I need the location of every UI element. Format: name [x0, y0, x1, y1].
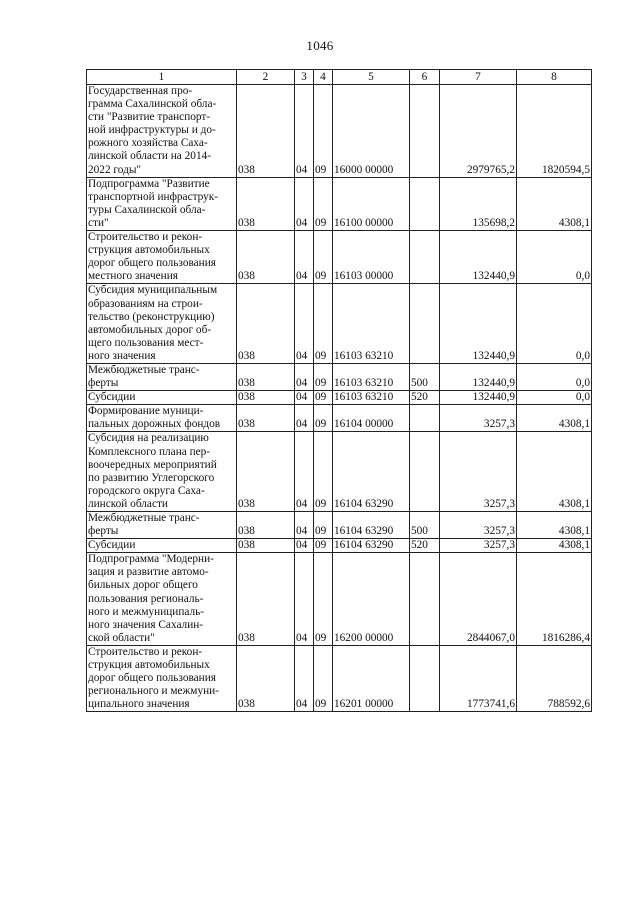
expense-type-cell: [410, 405, 440, 432]
column-header: 5: [333, 70, 410, 85]
amount-col7-cell: 132440,9: [440, 363, 517, 390]
row-name-cell: Формирование муници- пальных дорожных фондов: [87, 405, 237, 432]
amount-col8-cell: 1820594,5: [517, 85, 592, 178]
row-name-cell: Субсидии: [87, 391, 237, 405]
admin-code-cell: 038: [237, 539, 295, 553]
target-article-cell: 16103 00000: [333, 231, 410, 284]
subsection-cell: 09: [314, 284, 333, 364]
section-cell: 04: [295, 363, 314, 390]
subsection-cell: 09: [314, 432, 333, 512]
admin-code-cell: 038: [237, 645, 295, 711]
row-name-cell: Строительство и рекон- струкция автомобильных дорог общего пользования регионального и межмуни- ципального значения: [87, 645, 237, 711]
row-name-cell: Строительство и рекон- струкция автомобильных дорог общего пользования местного значения: [87, 231, 237, 284]
table-row: [87, 432, 592, 512]
subsection-cell: 09: [314, 231, 333, 284]
amount-col8-cell: 4308,1: [517, 177, 592, 230]
subsection-cell: 09: [314, 539, 333, 553]
amount-col7-cell: 132440,9: [440, 284, 517, 364]
amount-col7-cell: 132440,9: [440, 391, 517, 405]
table-row: [87, 645, 592, 711]
subsection-cell: 09: [314, 405, 333, 432]
table-row: [87, 284, 592, 364]
section-cell: 04: [295, 391, 314, 405]
section-cell: 04: [295, 539, 314, 553]
admin-code-cell: 038: [237, 512, 295, 539]
target-article-cell: 16103 63210: [333, 363, 410, 390]
target-article-cell: 16104 63290: [333, 539, 410, 553]
target-article-cell: 16103 63210: [333, 284, 410, 364]
amount-col8-cell: 4308,1: [517, 405, 592, 432]
row-name-cell: Субсидии: [87, 539, 237, 553]
amount-col7-cell: 135698,2: [440, 177, 517, 230]
target-article-cell: 16104 63290: [333, 512, 410, 539]
column-header: 1: [87, 70, 237, 85]
admin-code-cell: 038: [237, 405, 295, 432]
target-article-cell: 16104 63290: [333, 432, 410, 512]
expense-type-cell: [410, 231, 440, 284]
column-header: 4: [314, 70, 333, 85]
target-article-cell: 16103 63210: [333, 391, 410, 405]
amount-col8-cell: 0,0: [517, 284, 592, 364]
admin-code-cell: 038: [237, 85, 295, 178]
expense-type-cell: 500: [410, 363, 440, 390]
section-cell: 04: [295, 405, 314, 432]
target-article-cell: 16000 00000: [333, 85, 410, 178]
target-article-cell: 16201 00000: [333, 645, 410, 711]
table-row: [87, 553, 592, 646]
section-cell: 04: [295, 553, 314, 646]
admin-code-cell: 038: [237, 177, 295, 230]
amount-col7-cell: 132440,9: [440, 231, 517, 284]
amount-col7-cell: 3257,3: [440, 539, 517, 553]
expense-type-cell: [410, 553, 440, 646]
column-header: 8: [517, 70, 592, 85]
admin-code-cell: 038: [237, 432, 295, 512]
expense-type-cell: 520: [410, 539, 440, 553]
row-name-cell: Межбюджетные транс- ферты: [87, 512, 237, 539]
table-row: [87, 405, 592, 432]
column-header: 2: [237, 70, 295, 85]
section-cell: 04: [295, 85, 314, 178]
amount-col7-cell: 2844067,0: [440, 553, 517, 646]
section-cell: 04: [295, 177, 314, 230]
amount-col8-cell: 0,0: [517, 391, 592, 405]
row-name-cell: Подпрограмма "Развитие транспортной инфраструк- туры Сахалинской обла- сти": [87, 177, 237, 230]
subsection-cell: 09: [314, 391, 333, 405]
amount-col8-cell: 788592,6: [517, 645, 592, 711]
amount-col8-cell: 1816286,4: [517, 553, 592, 646]
amount-col7-cell: 3257,3: [440, 512, 517, 539]
row-name-cell: Межбюджетные транс- ферты: [87, 363, 237, 390]
table-row: [87, 539, 592, 553]
amount-col7-cell: 3257,3: [440, 432, 517, 512]
expense-type-cell: [410, 432, 440, 512]
table-body: [87, 85, 592, 712]
table-row: [87, 512, 592, 539]
row-name-cell: Подпрограмма "Модерни- зация и развитие автомо- бильных дорог общего пользования региональ- ного и межмуниципаль- ного значения Сахалин- ской области": [87, 553, 237, 646]
page-number: 1046: [306, 38, 334, 53]
admin-code-cell: 038: [237, 553, 295, 646]
table-row: [87, 391, 592, 405]
target-article-cell: 16200 00000: [333, 553, 410, 646]
table-row: [87, 231, 592, 284]
column-header: 6: [410, 70, 440, 85]
amount-col8-cell: 4308,1: [517, 512, 592, 539]
amount-col8-cell: 0,0: [517, 231, 592, 284]
subsection-cell: 09: [314, 553, 333, 646]
amount-col7-cell: 1773741,6: [440, 645, 517, 711]
expense-type-cell: [410, 645, 440, 711]
table-header-row: [87, 70, 592, 85]
table-row: [87, 85, 592, 178]
row-name-cell: Субсидия на реализацию Комплексного плана пер- воочередных мероприятий по развитию Углегорского городского округа Саха- линской области: [87, 432, 237, 512]
expense-type-cell: 500: [410, 512, 440, 539]
admin-code-cell: 038: [237, 284, 295, 364]
amount-col7-cell: 3257,3: [440, 405, 517, 432]
amount-col8-cell: 4308,1: [517, 539, 592, 553]
expense-type-cell: [410, 284, 440, 364]
table-row: [87, 363, 592, 390]
subsection-cell: 09: [314, 363, 333, 390]
subsection-cell: 09: [314, 645, 333, 711]
expense-type-cell: [410, 85, 440, 178]
admin-code-cell: 038: [237, 363, 295, 390]
column-header: 7: [440, 70, 517, 85]
admin-code-cell: 038: [237, 391, 295, 405]
budget-table: [86, 69, 592, 712]
amount-col7-cell: 2979765,2: [440, 85, 517, 178]
target-article-cell: 16104 00000: [333, 405, 410, 432]
row-name-cell: Субсидия муниципальным образованиям на строи- тельство (реконструкцию) автомобильных дорог об- щего пользования мест- ного значения: [87, 284, 237, 364]
table-row: [87, 177, 592, 230]
subsection-cell: 09: [314, 85, 333, 178]
admin-code-cell: 038: [237, 231, 295, 284]
expense-type-cell: [410, 177, 440, 230]
section-cell: 04: [295, 231, 314, 284]
column-header: 3: [295, 70, 314, 85]
amount-col8-cell: 0,0: [517, 363, 592, 390]
expense-type-cell: 520: [410, 391, 440, 405]
section-cell: 04: [295, 432, 314, 512]
target-article-cell: 16100 00000: [333, 177, 410, 230]
subsection-cell: 09: [314, 177, 333, 230]
amount-col8-cell: 4308,1: [517, 432, 592, 512]
row-name-cell: Государственная про- грамма Сахалинской обла- сти "Развитие транспорт- ной инфраструктуры и до- рожного хозяйства Саха- линской области на 2014- 2022 годы": [87, 85, 237, 178]
subsection-cell: 09: [314, 512, 333, 539]
section-cell: 04: [295, 512, 314, 539]
section-cell: 04: [295, 284, 314, 364]
section-cell: 04: [295, 645, 314, 711]
